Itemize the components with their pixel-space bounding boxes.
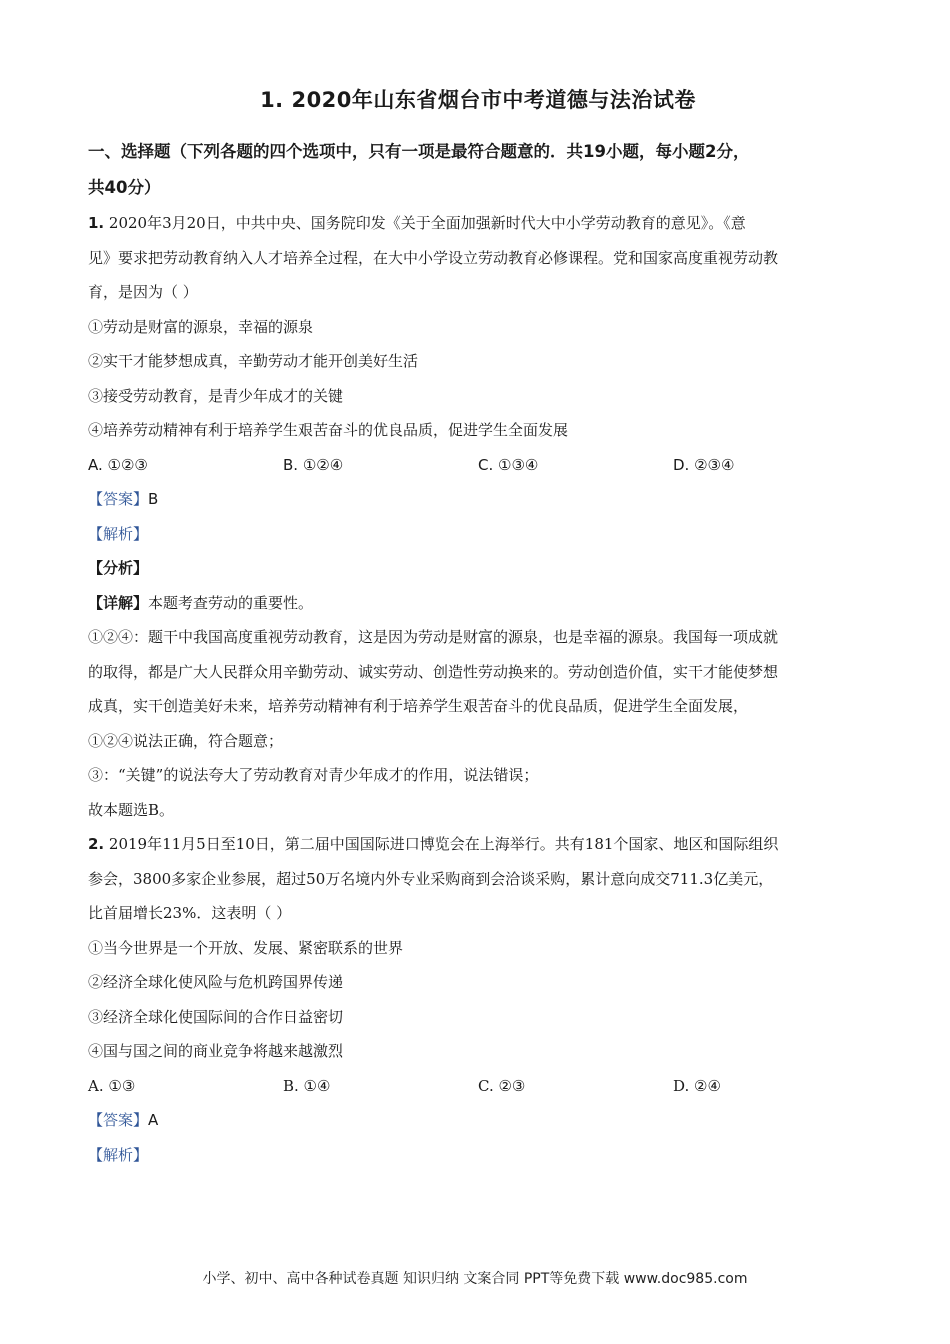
q1-option-c: C. ①③④ [478,455,539,474]
q1-detail: 【详解】本题考查劳动的重要性。 [88,593,314,612]
q2-item-2: ②经济全球化使风险与危机跨国界传递 [88,973,344,991]
q1-item-3: ③接受劳动教育，是青少年成才的关键 [88,386,344,405]
q1-answer: 【答案】B [88,490,159,508]
q1-stem-line-3: 育，是因为（ ） [88,283,198,301]
q2-item-4: ④国与国之间的商业竞争将越来越激烈 [88,1042,344,1060]
q1-explain-line-5: ③：“关键”的说法夸大了劳动教育对青少年成才的作用，说法错误； [88,766,539,784]
q2-answer: 【答案】A [88,1111,159,1129]
q1-explain-line-1: ①②④：题干中我国高度重视劳动教育，这是因为劳动是财富的源泉，也是幸福的源泉。我国每一项成就 [88,628,779,646]
q1-fenxi-tag: 【分析】 [88,559,149,577]
q2-option-c: C. ②③ [478,1076,526,1095]
q1-explain-line-2: 的取得，都是广大人民群众用辛勤劳动、诚实劳动、创造性劳动换来的。劳动创造价值，实干才能使梦想 [88,662,779,681]
q1-item-4: ④培养劳动精神有利于培养学生艰苦奋斗的优良品质，促进学生全面发展 [88,421,569,439]
section-heading-line-1: 一、选择题（下列各题的四个选项中，只有一项是最符合题意的．共19小题，每小题2分， [88,142,750,161]
q1-option-b: B. ①②④ [283,455,344,474]
q2-stem-line-3: 比首届增长23%．这表明（ ） [88,904,292,922]
q1-stem-line-2: 见》要求把劳动教育纳入人才培养全过程，在大中小学设立劳动教育必修课程。党和国家高度重视劳动教 [88,248,779,267]
q1-analysis-tag: 【解析】 [88,524,149,543]
q1-options [88,448,868,483]
q2-option-d: D. ②④ [673,1076,721,1095]
section-heading-line-2: 共40分） [88,178,161,197]
q2-options [88,1069,868,1104]
q2-option-a: A. ①③ [88,1076,136,1095]
q1-option-a: A. ①②③ [88,455,148,474]
q2-item-3: ③经济全球化使国际间的合作日益密切 [88,1007,344,1026]
q2-item-1: ①当今世界是一个开放、发展、紧密联系的世界 [88,938,404,957]
q1-explain-line-3: 成真，实干创造美好未来，培养劳动精神有利于培养学生艰苦奋斗的优良品质，促进学生全面发展， [88,697,749,715]
page-title: 1. 2020年山东省烟台市中考道德与法治试卷 [260,88,696,112]
q1-item-2: ②实干才能梦想成真，辛勤劳动才能开创美好生活 [88,352,419,370]
q1-option-d: D. ②③④ [673,455,735,474]
page-footer: 小学、初中、高中各种试卷真题 知识归纳 文案合同 PPT等免费下载 www.doc985.com [202,1271,748,1287]
q1-explain-line-4: ①②④说法正确，符合题意； [88,731,284,750]
q1-conclusion: 故本题选B。 [88,800,175,819]
q1-item-1: ①劳动是财富的源泉，幸福的源泉 [88,317,314,336]
document-page [88,80,868,1172]
q2-number: 2. [88,835,105,853]
q2-option-b: B. ①④ [283,1076,331,1095]
q1-number: 1. [88,214,105,232]
q2-analysis-tag: 【解析】 [88,1145,149,1164]
q2-stem-line-1: 2. 2019年11月5日至10日，第二届中国国际进口博览会在上海举行。共有181个国家、地区和国际组织 [88,835,779,853]
q2-stem-line-2: 参会，3800多家企业参展，超过50万名境内外专业采购商到会洽谈采购，累计意向成交711.3亿美元， [88,869,774,888]
q1-stem-line-1: 1. 2020年3月20日，中共中央、国务院印发《关于全面加强新时代大中小学劳动教育的意见》。《意 [88,214,746,232]
